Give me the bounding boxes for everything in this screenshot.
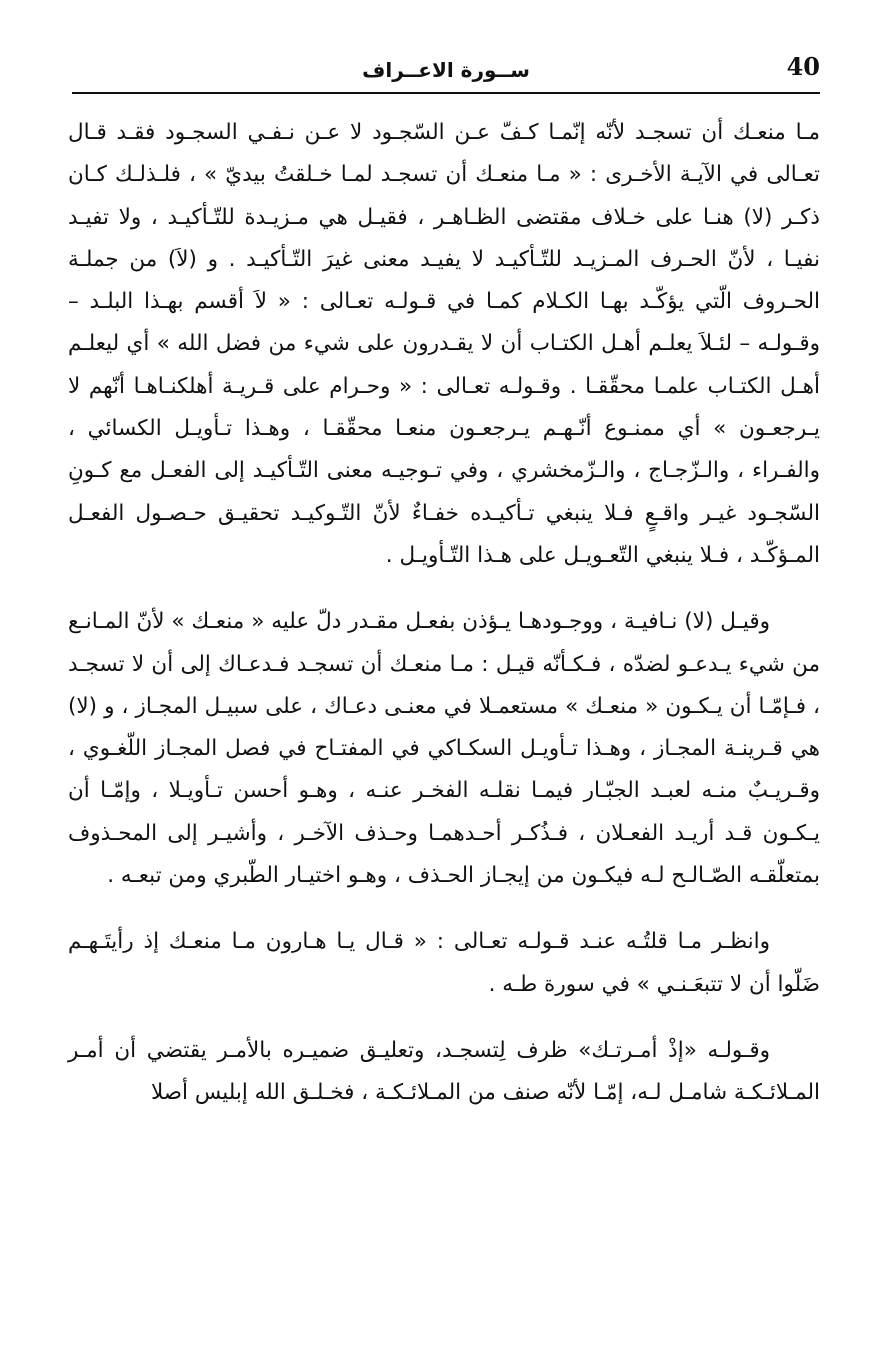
paragraph-4: وقـولـه «إذْ أمـرتـك» ظرف لِتسجـد، وتعليـق ضميـره بالأمـر يقتضي أن أمـر المـلائـكـة شامـل لـه، إمّـا لأنّه صنف من المـلائـكـة ، فخـلـق الله إبليس أصلا [68,1037,820,1106]
paragraph-3: وانظـر مـا قلتُـه عنـد قـولـه تعـالى : « قـال يـا هـارون مـا منعـك إذ رأيتَـهـم ضَلّوا أن لا تتبعَـنـي » في سورة طـه . [68,929,820,997]
paragraph-2: وقيـل (لا) نـافيـة ، ووجـودهـا يـؤذن بفعـل مقـدر دلّ عليه « منعـك » لأنّ المـانـع من شيء يـدعـو لضدّه ، فـكـأنّه قيـل : مـا منعـك أن تسجـد فـدعـاك إلى أن لا تسجـد ، فـإمّـا أن يـكـون « منعـك » مستعمـلا في معنـى دعـاك ، على سبيـل المجـاز ، و (لا) هي قـرينـة المجـاز ، وهـذا تـأويـل السكـاكي في المفتـاح في فصل المجـاز اللّغـوي ، وقـريـبٌ منـه لعبـد الجبّـار فيمـا نقلـه الفخـر عنـه ، وهـو أحسن تـأويـلا ، وإمّـا أن يـكـون قـد أريـد الفعـلان ، فـذُكـر أحـدهمـا وحـذف الآخـر ، وأشيـر إلى المحـذوف بمتعلّقـه الصّـالـح لـه فيكـون من إيجـاز الحـذف ، وهـو اختيـار الطّبري ومن تبعـه . [68,609,820,889]
page-body [68,112,820,1115]
page-header [72,52,820,94]
paragraph-1: مـا منعـك أن تسجـد لأنّه إنّمـا كـفّ عـن السّجـود لا عـن نـفـي السجـود فقـد قـال تعـالى في الآيـة الأخـرى : « مـا منعـك أن تسجـد لمـا خـلقتُ بيديّ » ، فلـذلـك كـان ذكـر (لا) هنـا على خـلاف مقتضى الظـاهـر ، فقيـل هي مـزيـدة للتّـأكيـد ، ولا تفيـد نفيـا ، لأنّ الحـرف المـزيـد للتّـأكيـد لا يفيـد معنى غيرَ التّـأكيـد . و (لاَ) من جملـة الحـروف الّتي يؤكّـد بهـا الكـلام كمـا في قـولـه تعـالى : « لاَ أقسم بهـذا البلـد – وقـولـه – لئـلاَ يعلـم أهـل الكتـاب أن لا يقـدرون على شيء من فضل الله » أي ليعلـم أهـل الكتـاب علمـا محقّقـا . وقـولـه تعـالى : « وحـرام على قـريـة أهلكنـاهـا أنّهم لا يـرجعـون » أي ممنـوع أنّـهـم يـرجعـون منعـا محقّقـا ، وهـذا تـأويـل الكسائي ، والفـراء ، والـزّجـاج ، والـزّمخشري ، وفي تـوجيـه معنى التّـأكيـد إلى الفعـل مع كـونِ السّجـود غيـر واقـعٍ فـلا ينبغي تـأكيـده خفـاءٌ لأنّ التّـوكيـد تحقيـق حـصـول الفعـل المـؤكّـد ، فـلا ينبغي التّعـويـل على هـذا التّـأويـل . [68,120,820,568]
running-head: ســورة الاعــراف [362,58,530,82]
page-number: 40 [786,52,820,81]
